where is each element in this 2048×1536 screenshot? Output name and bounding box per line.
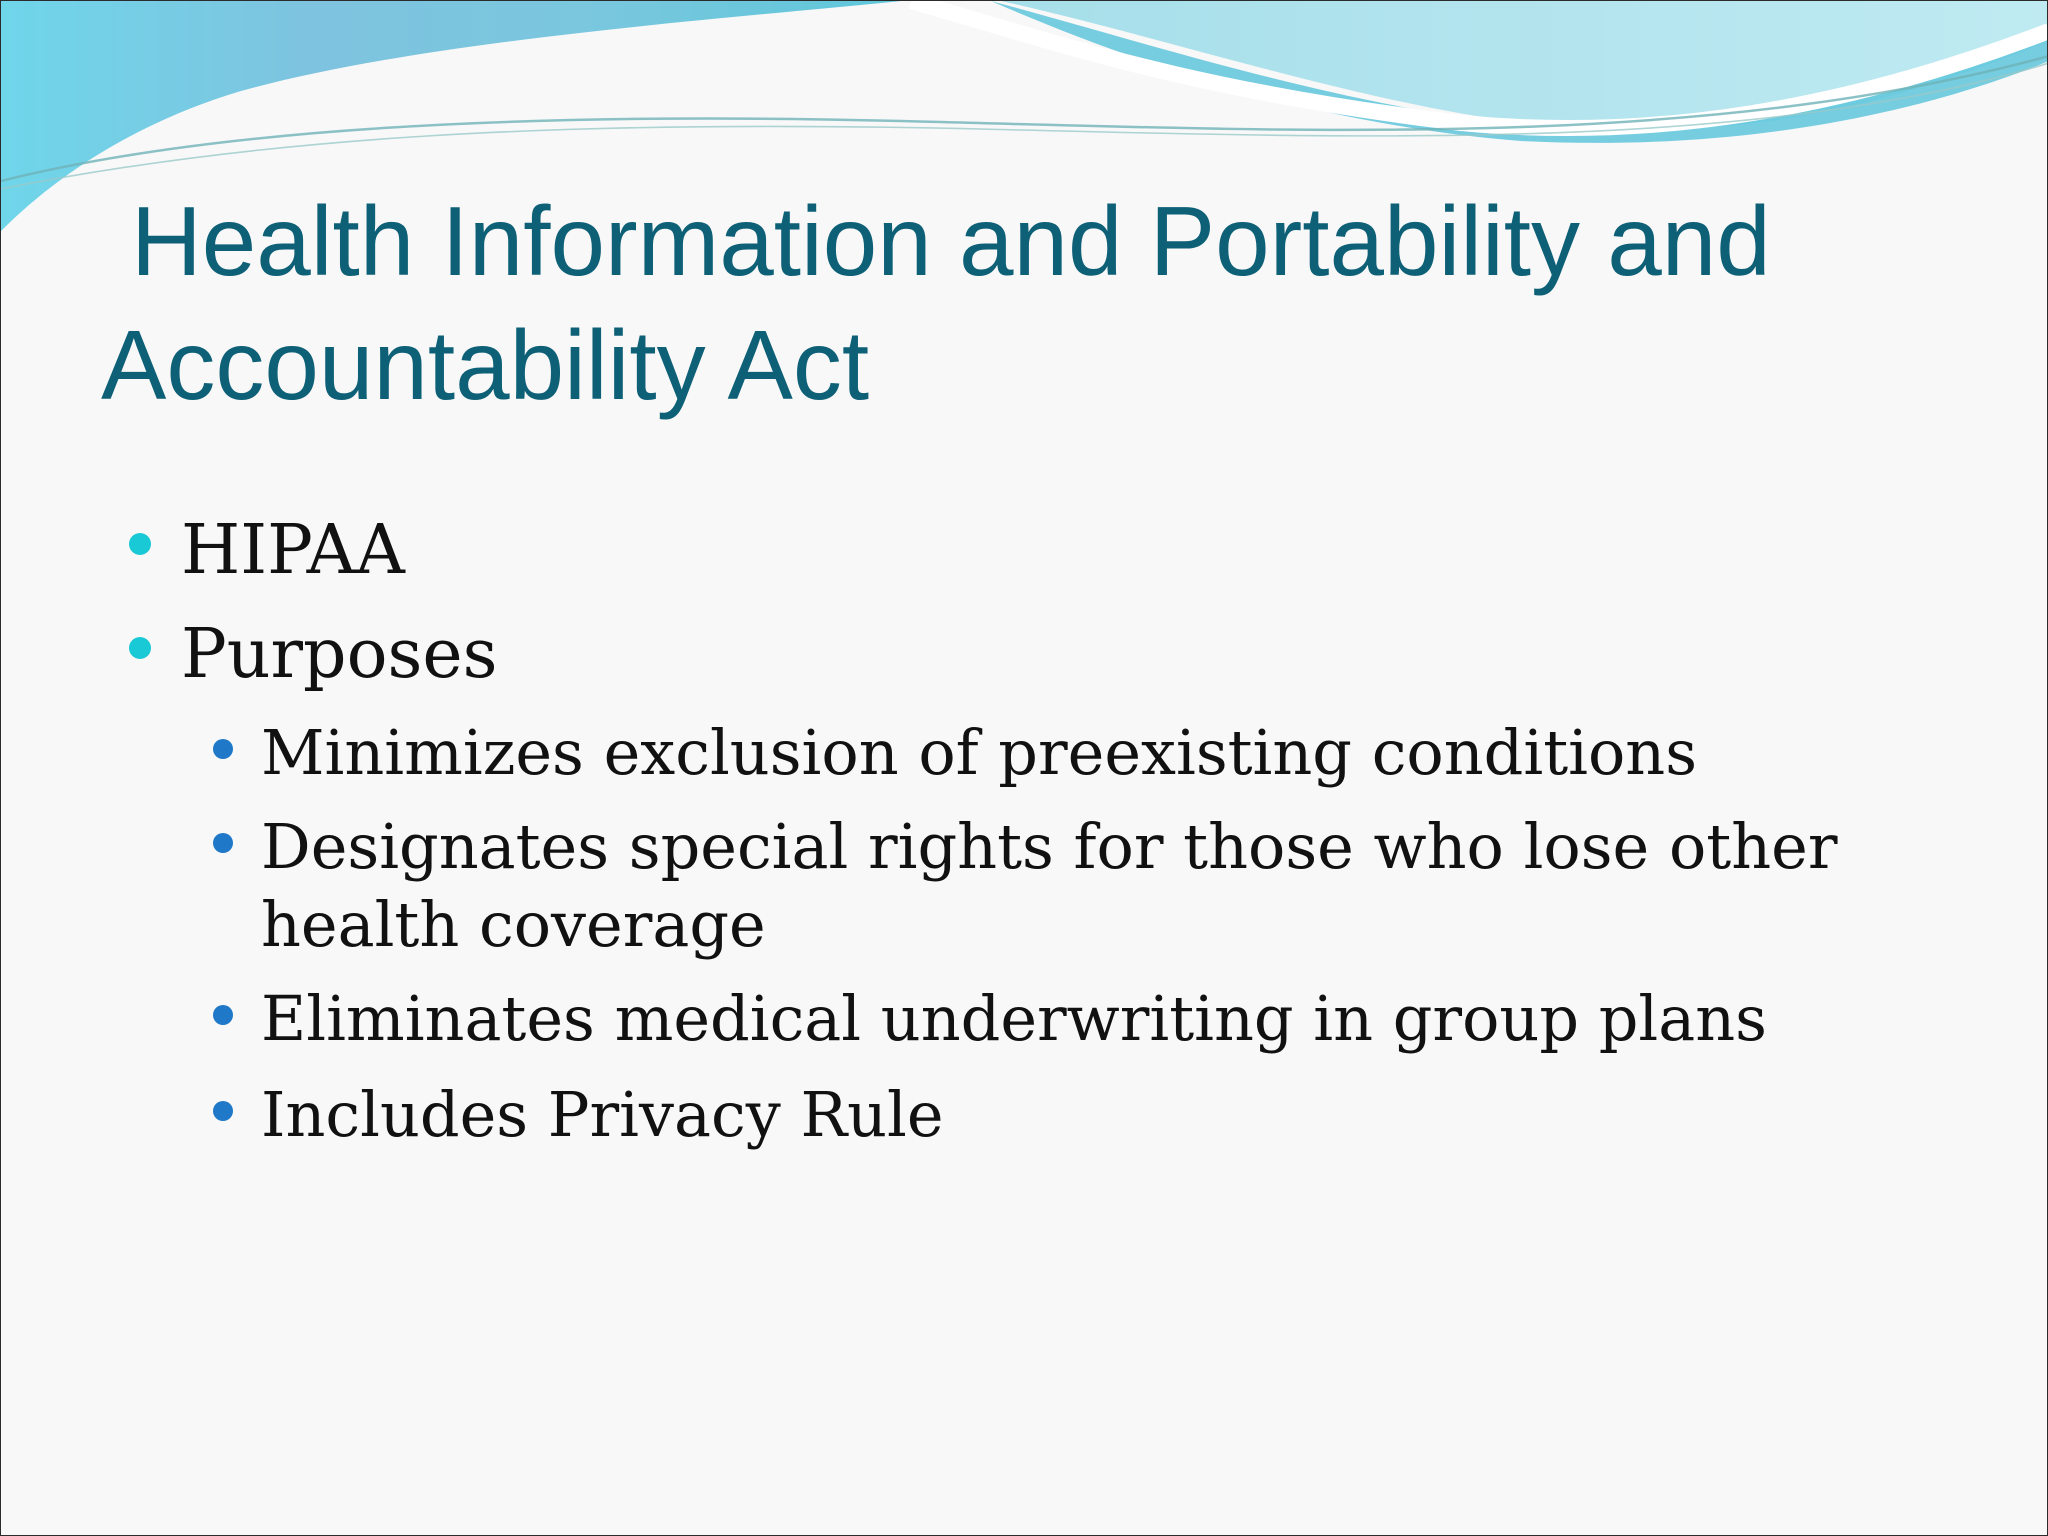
sub-bullet-item-line1: Designates special rights for those who lose other xyxy=(261,810,1838,883)
sub-bullet-dot xyxy=(213,833,233,853)
sub-bullet-dot xyxy=(213,1005,233,1025)
bullet-item: HIPAA xyxy=(181,511,405,590)
sub-bullet-item: Eliminates medical underwriting in group plans xyxy=(261,982,1767,1055)
sub-bullet-dot xyxy=(213,1101,233,1121)
sub-bullet-dot xyxy=(213,739,233,759)
sub-bullet-item: Includes Privacy Rule xyxy=(261,1078,944,1151)
slide-title: Health Information and Portability and Accountability Act xyxy=(101,186,1771,420)
bullet-dot xyxy=(129,637,151,659)
sub-bullet-item: Minimizes exclusion of preexisting conditions xyxy=(261,716,1698,789)
sub-bullet-item-line2: health coverage xyxy=(261,888,766,961)
slide-body xyxy=(1,1,2048,1536)
bullet-item: Purposes xyxy=(181,615,498,694)
bullet-dot xyxy=(129,533,151,555)
